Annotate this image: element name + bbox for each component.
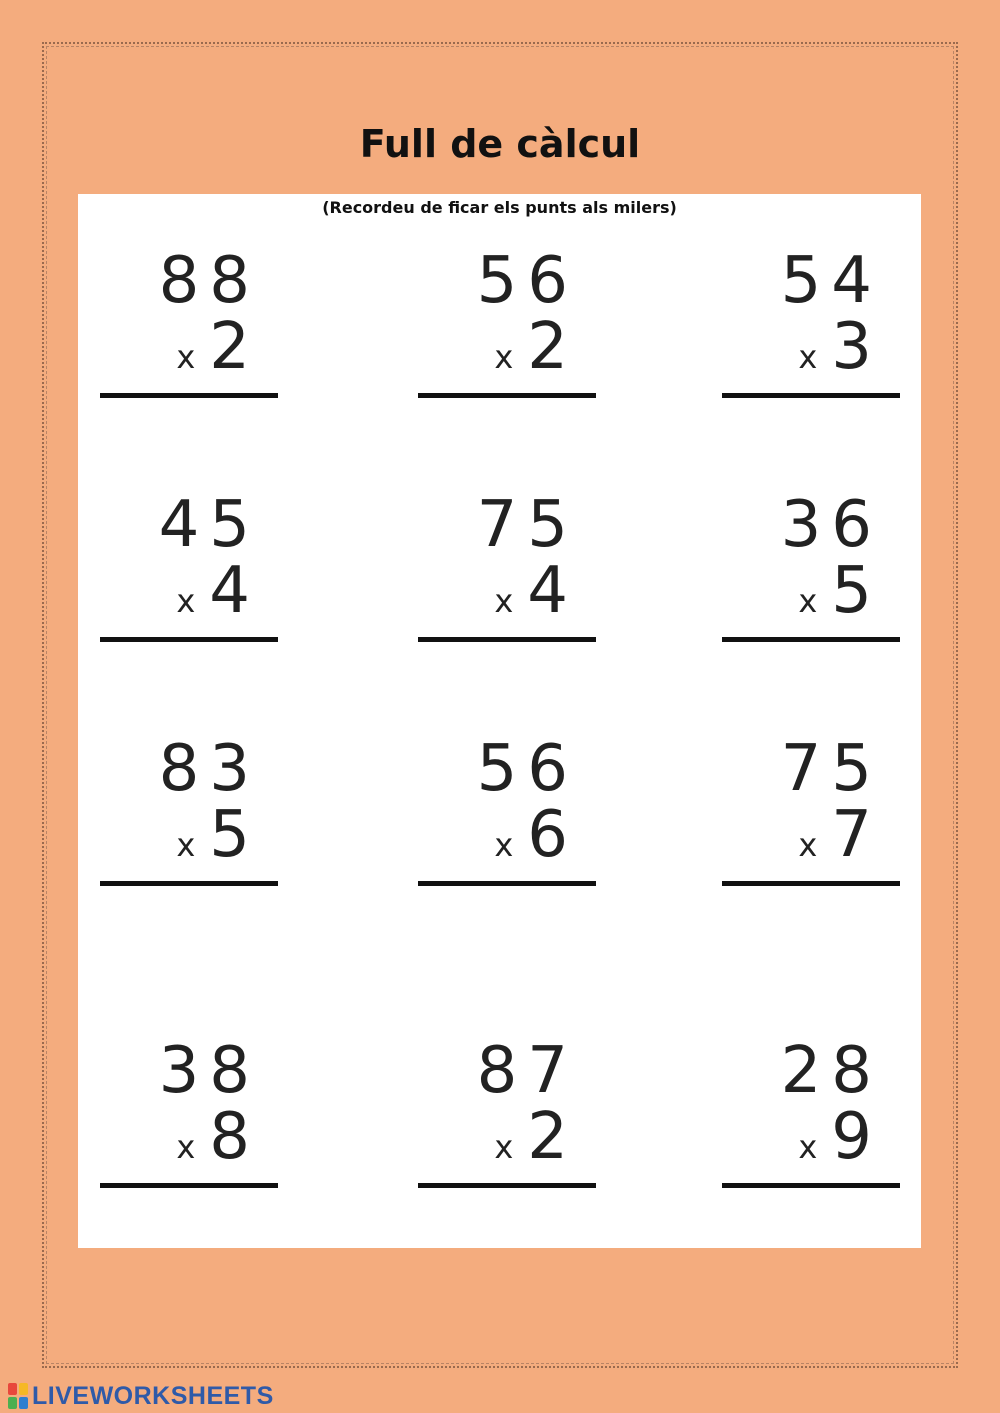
top-number: 36 [780,488,882,562]
times-sign: x [494,826,514,864]
top-number: 56 [476,732,578,806]
top-number: 38 [158,1034,260,1108]
problem-9[interactable] [722,734,902,874]
answer-line[interactable] [722,881,900,886]
problem-2[interactable] [418,246,598,386]
top-number: 54 [780,244,882,318]
top-number: 87 [476,1034,578,1108]
times-sign: x [798,582,818,620]
multiplier: 2 [527,310,578,384]
top-number: 88 [158,244,260,318]
top-number: 56 [476,244,578,318]
answer-line[interactable] [100,881,278,886]
answer-line[interactable] [722,637,900,642]
multiplier: 2 [209,310,260,384]
multiplier: 9 [831,1100,882,1174]
multiplier: 5 [209,798,260,872]
multiplier-row [176,800,260,870]
problem-8[interactable] [418,734,598,874]
problem-3[interactable] [722,246,902,386]
multiplier: 6 [527,798,578,872]
worksheet-panel [78,194,921,1248]
times-sign: x [176,1128,196,1166]
answer-line[interactable] [722,393,900,398]
logo-block [19,1383,28,1395]
times-sign: x [494,1128,514,1166]
multiplier-row [494,1102,578,1172]
multiplier: 7 [831,798,882,872]
problem-7[interactable] [100,734,280,874]
worksheet-subtitle: (Recordeu de ficar els punts als milers) [322,198,677,217]
times-sign: x [176,582,196,620]
answer-line[interactable] [418,393,596,398]
top-number: 28 [780,1034,882,1108]
top-number: 75 [780,732,882,806]
multiplier-row [798,556,882,626]
liveworksheets-logo-icon [8,1383,28,1409]
logo-block [8,1383,17,1395]
times-sign: x [798,338,818,376]
problem-4[interactable] [100,490,280,630]
answer-line[interactable] [100,393,278,398]
multiplier-row [494,800,578,870]
answer-line[interactable] [418,1183,596,1188]
problem-12[interactable] [722,1036,902,1176]
multiplier-row [798,312,882,382]
problem-10[interactable] [100,1036,280,1176]
times-sign: x [798,826,818,864]
times-sign: x [798,1128,818,1166]
times-sign: x [176,826,196,864]
top-number: 75 [476,488,578,562]
problem-6[interactable] [722,490,902,630]
answer-line[interactable] [100,637,278,642]
logo-block [19,1397,28,1409]
answer-line[interactable] [100,1183,278,1188]
answer-line[interactable] [418,881,596,886]
times-sign: x [176,338,196,376]
multiplier: 4 [209,554,260,628]
times-sign: x [494,582,514,620]
multiplier-row [176,1102,260,1172]
logo-block [8,1397,17,1409]
multiplier: 5 [831,554,882,628]
multiplier-row [798,800,882,870]
answer-line[interactable] [418,637,596,642]
multiplier: 2 [527,1100,578,1174]
multiplier-row [798,1102,882,1172]
answer-line[interactable] [722,1183,900,1188]
multiplier-row [176,556,260,626]
times-sign: x [494,338,514,376]
multiplier-row [494,312,578,382]
multiplier: 3 [831,310,882,384]
multiplier: 4 [527,554,578,628]
multiplier-row [494,556,578,626]
top-number: 83 [158,732,260,806]
multiplier: 8 [209,1100,260,1174]
top-number: 45 [158,488,260,562]
problem-1[interactable] [100,246,280,386]
worksheet-title: Full de càlcul [359,122,641,166]
footer-branding [8,1380,274,1412]
brand-name: LIVEWORKSHEETS [32,1381,274,1410]
problem-11[interactable] [418,1036,598,1176]
problem-5[interactable] [418,490,598,630]
multiplier-row [176,312,260,382]
